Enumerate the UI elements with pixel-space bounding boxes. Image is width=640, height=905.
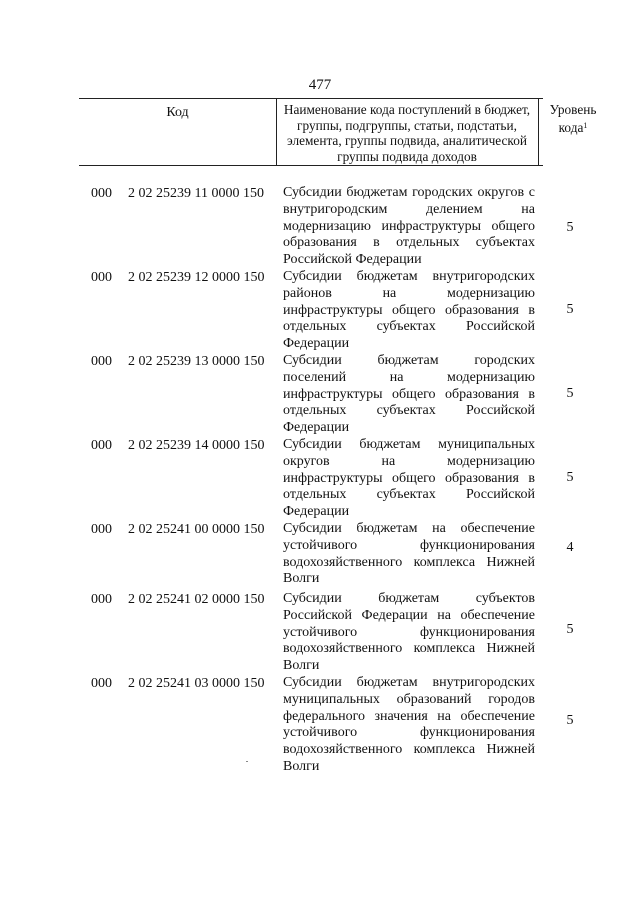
table-header	[79, 98, 597, 166]
code-level: 5	[566, 470, 574, 485]
code-level: 5	[566, 622, 574, 637]
page-number: 477	[308, 77, 332, 93]
income-code: 2 02 25239 12 0000 150	[128, 270, 265, 285]
income-name: Субсидии бюджетам внутригородских муниципальных образований городов федерального значения на обеспечение устойчивого функционирования водохозяйственного комплекса Нижней Волги	[283, 675, 535, 774]
income-code: 2 02 25241 00 0000 150	[128, 522, 265, 537]
income-name: Субсидии бюджетам городских округов с внутригородским делением на модернизацию инфраструктуры общего образования в отдельных субъектах Российской Федерации	[283, 185, 535, 268]
header-name: Наименование кода поступлений в бюджет, группы, подгруппы, статьи, подстатьи, элемента, группы подвида, аналитической группы подвида доходов	[283, 102, 531, 164]
admin-code: 000	[91, 676, 112, 691]
table-row	[0, 185, 640, 269]
admin-code: 000	[91, 270, 112, 285]
header-code: Код	[166, 105, 189, 120]
code-level: 5	[566, 220, 574, 235]
income-name: Субсидии бюджетам субъектов Российской Федерации на обеспечение устойчивого функционирования водохозяйственного комплекса Нижней Волги	[283, 591, 535, 674]
header-level-label: Уровень кода	[549, 102, 597, 135]
code-level: 5	[566, 713, 574, 728]
header-level	[538, 102, 608, 135]
table-row	[0, 437, 640, 521]
scan-speck	[246, 761, 248, 762]
code-level: 5	[566, 386, 574, 401]
table-row	[0, 591, 640, 675]
income-name: Субсидии бюджетам городских поселений на модернизацию инфраструктуры общего образования в отдельных субъектах Российской Федерации	[283, 353, 535, 436]
income-code: 2 02 25241 03 0000 150	[128, 676, 265, 691]
table-row	[0, 269, 640, 353]
income-code: 2 02 25239 14 0000 150	[128, 438, 265, 453]
income-code: 2 02 25239 13 0000 150	[128, 354, 265, 369]
code-level: 4	[566, 540, 574, 555]
table-row	[0, 353, 640, 437]
admin-code: 000	[91, 186, 112, 201]
income-name: Субсидии бюджетам муниципальных округов на модернизацию инфраструктуры общего образования в отдельных субъектах Российской Федерации	[283, 437, 535, 520]
header-level-footnote: 1	[583, 120, 588, 130]
income-name: Субсидии бюджетам внутригородских районов на модернизацию инфраструктуры общего образования в отдельных субъектах Российской Федерации	[283, 269, 535, 352]
income-code: 2 02 25239 11 0000 150	[128, 186, 264, 201]
table-row	[0, 521, 640, 591]
admin-code: 000	[91, 592, 112, 607]
admin-code: 000	[91, 522, 112, 537]
code-level: 5	[566, 302, 574, 317]
income-name: Субсидии бюджетам на обеспечение устойчивого функционирования водохозяйственного комплекса Нижней Волги	[283, 521, 535, 587]
admin-code: 000	[91, 438, 112, 453]
admin-code: 000	[91, 354, 112, 369]
table-row	[0, 675, 640, 779]
table-body	[0, 185, 640, 779]
income-code: 2 02 25241 02 0000 150	[128, 592, 265, 607]
